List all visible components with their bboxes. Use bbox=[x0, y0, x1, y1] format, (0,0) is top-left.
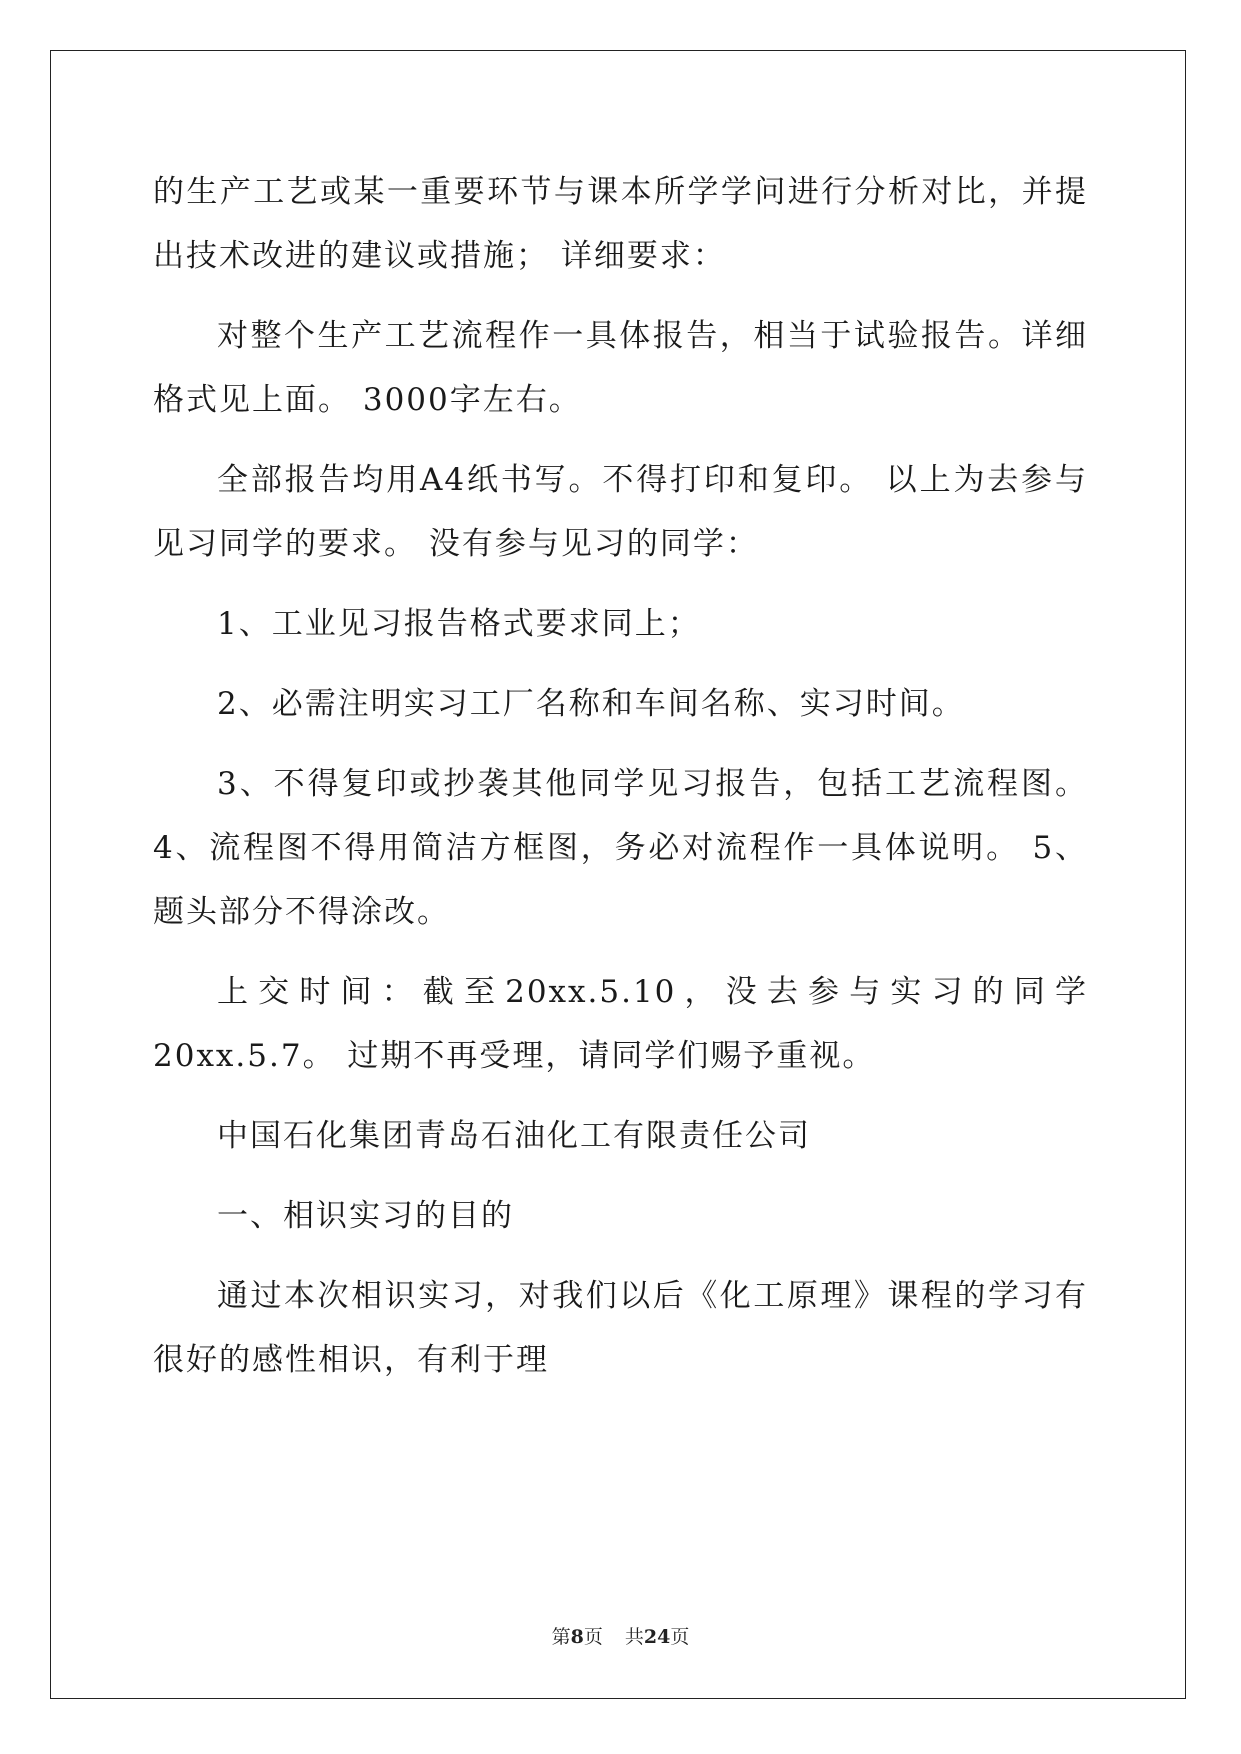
paragraph-9: 一、相识实习的目的 bbox=[217, 1198, 514, 1234]
page-prefix: 第 bbox=[551, 1626, 571, 1648]
paragraph-1: 的生产工艺或某一重要环节与课本所学学问进行分析对比，并提出技术改进的建议或措施； 详细要求： bbox=[153, 174, 1088, 274]
paragraph-4: 1、工业见习报告格式要求同上； bbox=[217, 606, 701, 642]
total-prefix: 共 bbox=[624, 1626, 644, 1648]
paragraph-3: 全部报告均用A4纸书写。不得打印和复印。 以上为去参与见习同学的要求。 没有参与见习的同学： bbox=[153, 462, 1088, 562]
paragraph-8: 中国石化集团青岛石油化工有限责任公司 bbox=[217, 1118, 811, 1154]
paragraph-5: 2、必需注明实习工厂名称和车间名称、实习时间。 bbox=[217, 686, 965, 722]
paragraph-2: 对整个生产工艺流程作一具体报告，相当于试验报告。详细格式见上面。 3000字左右。 bbox=[153, 318, 1088, 418]
page-number: 8 bbox=[570, 1626, 584, 1648]
paragraph-10: 通过本次相识实习，对我们以后《化工原理》课程的学习有很好的感性相识，有利于理 bbox=[153, 1278, 1088, 1378]
total-suffix: 页 bbox=[670, 1626, 690, 1648]
paragraph-7: 上交时间：截至20xx.5.10，没去参与实习的同学20xx.5.7。 过期不再受理，请同学们赐予重视。 bbox=[153, 974, 1088, 1074]
paragraph-6: 3、不得复印或抄袭其他同学见习报告，包括工艺流程图。 4、流程图不得用简洁方框图，务必对流程作一具体说明。 5、题头部分不得涂改。 bbox=[153, 766, 1088, 930]
document-body bbox=[153, 160, 1088, 1408]
total-pages: 24 bbox=[643, 1626, 671, 1648]
page-suffix: 页 bbox=[583, 1626, 603, 1648]
page-footer bbox=[0, 1622, 1241, 1649]
